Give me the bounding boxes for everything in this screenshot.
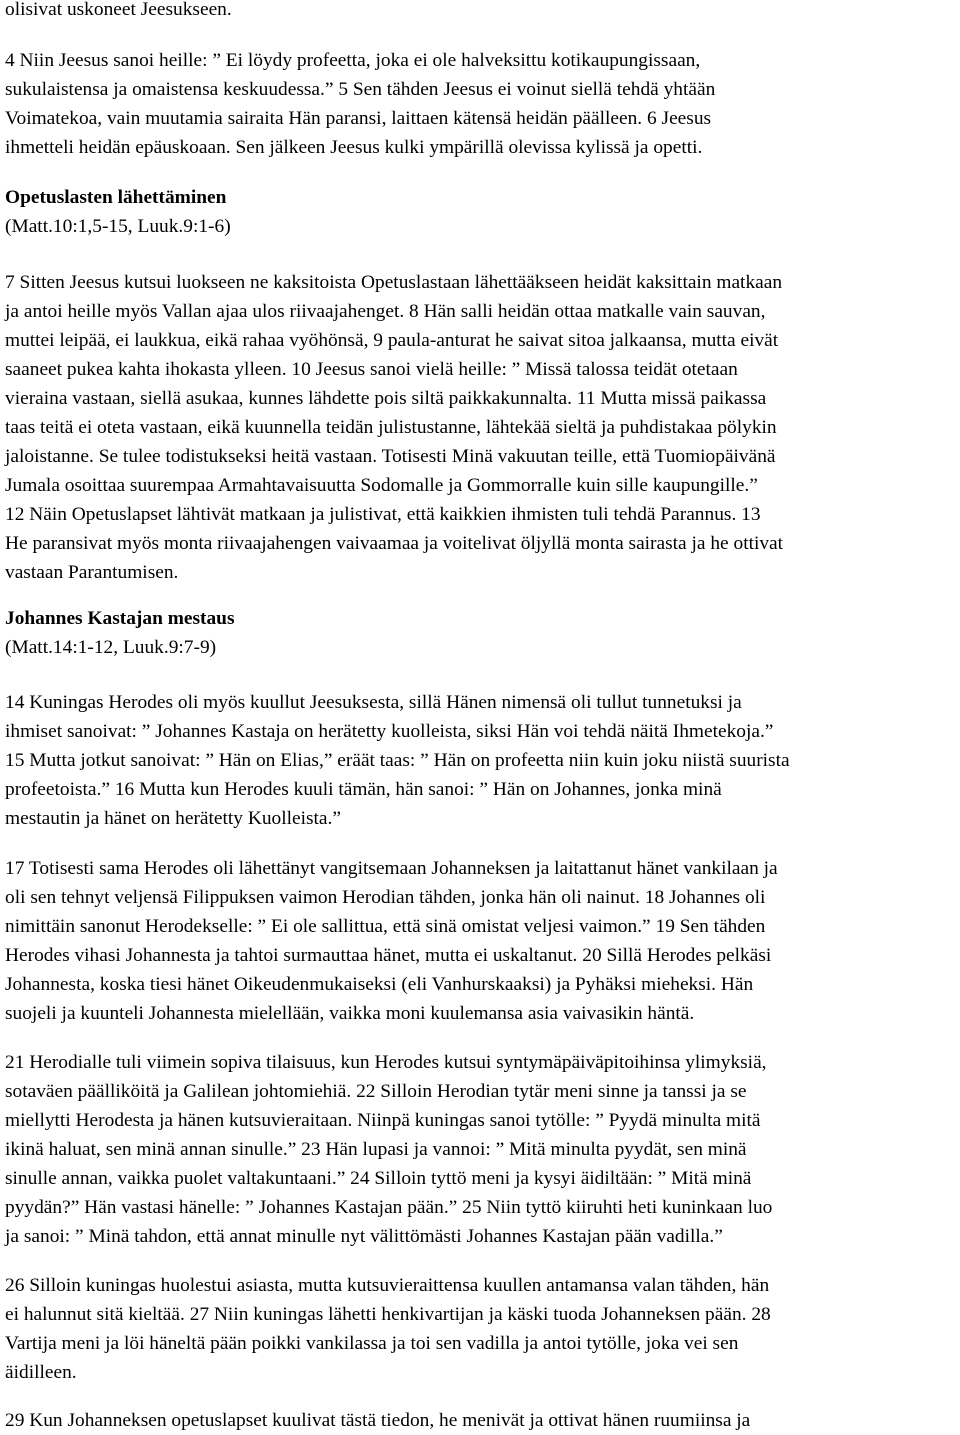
text-line: Vartija meni ja löi häneltä pään poikki vankilassa ja toi sen vadilla ja antoi tytölle, joka vei sen [5,1333,739,1354]
text-line: nimittäin sanonut Herodekselle: ” Ei ole sallittua, että sinä omistat veljesi vaimon.” 19 Sen tähden [5,916,766,937]
text-line: pyydän?” Hän vastasi hänelle: ” Johannes Kastajan pään.” 25 Niin tyttö kiiruhti heti kuninkaan luo [5,1197,773,1218]
text-line: olisivat uskoneet Jeesukseen. [5,0,232,20]
text-line: vastaan Parantumisen. [5,562,179,583]
section-reference: (Matt.10:1,5-15, Luuk.9:1-6) [5,216,231,237]
text-line: Voimatekoa, vain muutamia sairaita Hän paransi, laittaen kätensä heidän päälleen. 6 Jeesus [5,108,712,129]
text-line: taas teitä ei oteta vastaan, eikä kuunnella teidän julistustanne, lähtekää sieltä ja puhdistakaa pölykin [5,417,777,438]
text-line: He paransivat myös monta riivaajahengen vaivaamaa ja voitelivat öljyllä monta sairasta ja he ottivat [5,533,784,554]
text-line: miellytti Herodesta ja hänen kutsuvieraitaan. Niinpä kuningas sanoi tytölle: ” Pyydä minulta mitä [5,1110,761,1131]
text-line: vieraina vastaan, siellä asukaa, kunnes lähdette pois siltä paikkakunnalta. 11 Mutta missä paikassa [5,388,767,409]
text-line: jaloistanne. Se tulee todistukseksi heitä vastaan. Totisesti Minä vakuutan teille, että Tuomiopäivänä [5,446,776,467]
text-line: ei halunnut sitä kieltää. 27 Niin kuningas lähetti henkivartijan ja käski tuoda Johanneksen pään. 28 [5,1304,771,1325]
text-line: 4 Niin Jeesus sanoi heille: ” Ei löydy profeetta, joka ei ole halveksittu kotikaupungissaan, [5,50,701,71]
text-line: äidilleen. [5,1362,77,1383]
text-line: 29 Kun Johanneksen opetuslapset kuulivat tästä tiedon, he menivät ja ottivat hänen ruumiinsa ja [5,1410,751,1431]
text-line: ikinä haluat, sen minä annan sinulle.” 23 Hän lupasi ja vannoi: ” Mitä minulta pyydät, sen minä [5,1139,747,1160]
text-line: saaneet pukea kahta ihokasta ylleen. 10 Jeesus sanoi vielä heille: ” Missä talossa teidät otetaan [5,359,738,380]
text-line: 12 Näin Opetuslapset lähtivät matkaan ja julistivat, että kaikkien ihmisten tuli tehdä Parannus. 13 [5,504,761,525]
text-line: 7 Sitten Jeesus kutsui luokseen ne kaksitoista Opetuslastaan lähettääkseen heidät kaksittain matkaan [5,272,783,293]
text-line: 15 Mutta jotkut sanoivat: ” Hän on Elias,” eräät taas: ” Hän on profeetta niin kuin joku niistä suurista [5,750,790,771]
text-line: 26 Silloin kuningas huolestui asiasta, mutta kutsuvieraittensa kuullen antamansa valan tähden, hän [5,1275,770,1296]
text-line: oli sen tehnyt veljensä Filippuksen vaimon Herodian tähden, jonka hän oli nainut. 18 Johannes oli [5,887,766,908]
text-line: Herodes vihasi Johannesta ja tahtoi surmauttaa hänet, mutta ei uskaltanut. 20 Sillä Herodes pelkäsi [5,945,772,966]
text-line: ja antoi heille myös Vallan ajaa ulos riivaajahenget. 8 Hän salli heidän ottaa matkalle vain sauvan, [5,301,766,322]
text-line: mestautin ja hänet on herätetty Kuolleista.” [5,808,341,829]
text-line: ihmiset sanoivat: ” Johannes Kastaja on herätetty kuolleista, siksi Hän voi tehdä näitä Ihmetekoja.” [5,721,774,742]
text-line: 17 Totisesti sama Herodes oli lähettänyt vangitsemaan Johanneksen ja laitattanut hänet vankilaan ja [5,858,778,879]
text-line: Johannesta, koska tiesi hänet Oikeudenmukaiseksi (eli Vanhurskaaksi) ja Pyhäksi mieheksi. Hän [5,974,754,995]
text-line: 21 Herodialle tuli viimein sopiva tilaisuus, kun Herodes kutsui syntymäpäiväpitoihinsa ylimyksiä, [5,1052,767,1073]
section-reference: (Matt.14:1-12, Luuk.9:7-9) [5,637,217,658]
text-line: muttei leipää, ei laukkua, eikä rahaa vyöhönsä, 9 paula-anturat he saivat sitoa jalkaansa, mutta eivät [5,330,779,351]
text-line: sinulle annan, vaikka puolet valtakuntaani.” 24 Silloin tyttö meni ja kysyi äidiltään: ” Mitä minä [5,1168,752,1189]
text-line: profeetoista.” 16 Mutta kun Herodes kuuli tämän, hän sanoi: ” Hän on Johannes, jonka minä [5,779,722,800]
text-line: suojeli ja kuunteli Johannesta mielellään, vaikka moni kuulemansa asia vaivasikin häntä. [5,1003,695,1024]
section-heading: Johannes Kastajan mestaus [5,608,235,629]
section-heading: Opetuslasten lähettäminen [5,187,227,208]
text-line: 14 Kuningas Herodes oli myös kuullut Jeesuksesta, sillä Hänen nimensä oli tullut tunnetuksi ja [5,692,742,713]
text-line: sukulaistensa ja omaistensa keskuudessa.” 5 Sen tähden Jeesus ei voinut siellä tehdä yhtään [5,79,716,100]
text-line: ja sanoi: ” Minä tahdon, että annat minulle nyt välittömästi Johannes Kastajan pään vadilla.” [5,1226,723,1247]
text-line: sotaväen päälliköitä ja Galilean johtomiehiä. 22 Silloin Herodian tytär meni sinne ja tanssi ja se [5,1081,747,1102]
text-line: ihmetteli heidän epäuskoaan. Sen jälkeen Jeesus kulki ympärillä olevissa kylissä ja opetti. [5,137,703,158]
text-line: Jumala osoittaa suurempaa Armahtavaisuutta Sodomalle ja Gommorralle kuin sille kaupungille.” [5,475,758,496]
